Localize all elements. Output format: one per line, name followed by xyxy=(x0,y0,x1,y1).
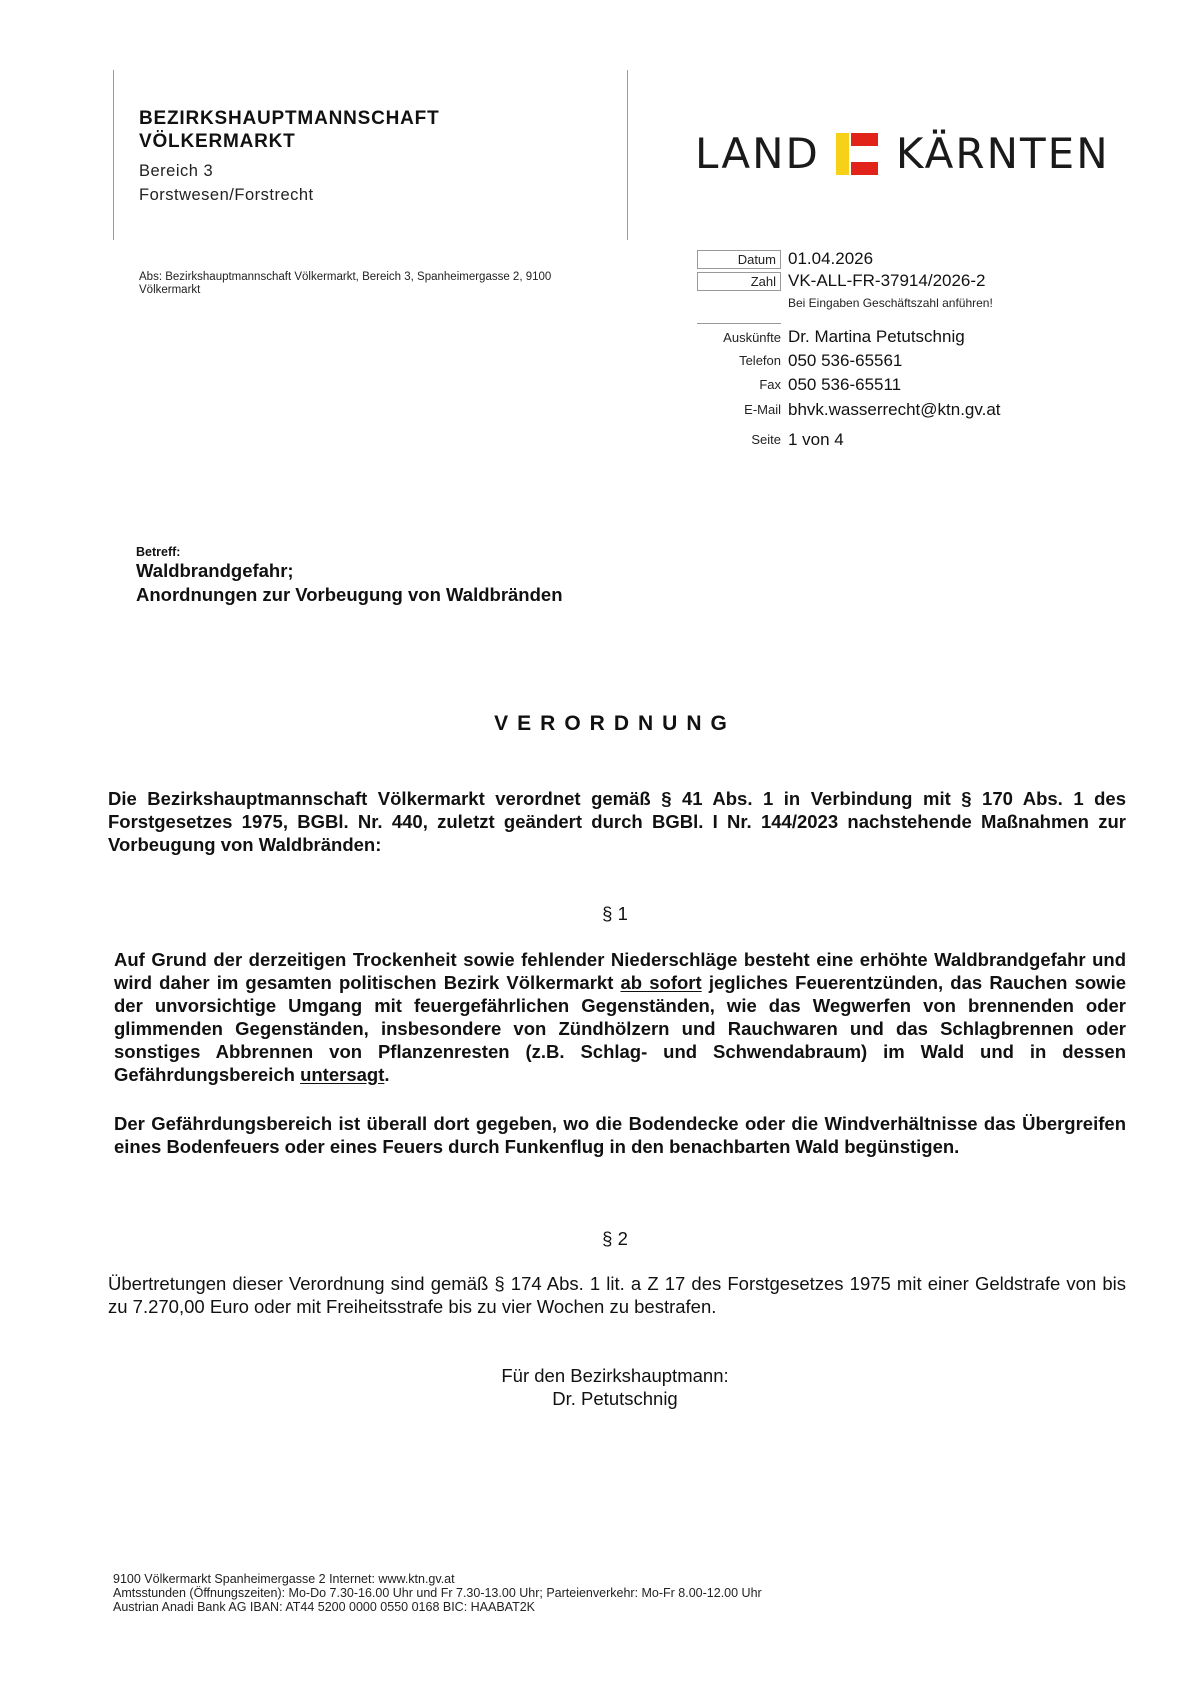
zahl-label: Zahl xyxy=(697,272,781,291)
section-2-paragraph: Übertretungen dieser Verordnung sind gemäß § 174 Abs. 1 lit. a Z 17 des Forstgesetzes 1975 mit einer Geldstrafe von bis zu 7.270,00 Euro oder mit Freiheitsstrafe bis zu vier Wochen zu bestrafen. xyxy=(108,1273,1126,1317)
preamble: Die Bezirkshauptmannschaft Völkermarkt verordnet gemäß § 41 Abs. 1 in Verbindung mit § 170 Abs. 1 des Forstgesetzes 1975, BGBl. Nr. 440, zuletzt geändert durch BGBl. I Nr. 144/2023 nachstehende Maßnahmen zur Vorbeugung von Waldbränden: xyxy=(108,788,1126,855)
logo-text-right: KÄRNTEN xyxy=(895,129,1110,178)
fax-label: Fax xyxy=(759,377,781,392)
s1-underlined-ab-sofort: ab sofort xyxy=(620,972,702,993)
sender-line: Abs: Bezirkshauptmannschaft Völkermarkt, Bereich 3, Spanheimergasse 2, 9100 Völkermarkt xyxy=(139,271,552,296)
subject xyxy=(136,559,563,607)
email-label: E-Mail xyxy=(744,402,781,417)
letterhead-left-rule xyxy=(113,70,114,240)
s1-underlined-untersagt: untersagt xyxy=(300,1064,385,1085)
letterhead-right-rule xyxy=(627,70,628,240)
authority-line-1: BEZIRKSHAUPTMANNSCHAFT xyxy=(139,108,440,129)
unit: Forstwesen/Forstrecht xyxy=(139,186,314,204)
flag-red-bottom xyxy=(851,162,878,175)
footer xyxy=(113,1572,762,1614)
section-1-mark: § 1 xyxy=(602,903,628,924)
s1-text-c: . xyxy=(384,1064,390,1085)
zahl-value: VK-ALL-FR-37914/2026-2 xyxy=(788,271,986,290)
authority-name xyxy=(139,107,439,153)
s1-text-a: Auf Grund der derzeitigen Trockenheit sowie fehlender Niederschläge besteht eine erhöhte Waldbrandgefahr und wird daher im gesamten politischen Bezirk Völkermarkt xyxy=(114,949,1126,993)
authority-department xyxy=(139,159,314,207)
s1-text-b: jegliches Feuerentzünden, das Rauchen sowie der unvorsichtige Umgang mit feuergefährlichen Gegenständen, wie das Wegwerfen von brennenden oder glimmenden Gegenständen, insbesondere von Zündhölzern und Rauchwaren und das Schlagbrennen oder sonstiges Abbrennen von Pflanzenresten (z.B. Schlag- und Schwendabraum) im Wald und in dessen Gefährdungsbereich xyxy=(114,972,1127,1085)
subject-line-2: Anordnungen zur Vorbeugung von Waldbränden xyxy=(136,584,563,605)
seite-label: Seite xyxy=(751,432,781,447)
datum-value: 01.04.2026 xyxy=(788,249,874,268)
email-value: bhvk.wasserrecht@ktn.gv.at xyxy=(788,400,1001,419)
footer-line-2: Amtsstunden (Öffnungszeiten): Mo-Do 7.30-16.00 Uhr und Fr 7.30-13.00 Uhr; Parteienverkehr: Mo-Fr 8.00-12.00 Uhr xyxy=(113,1586,762,1600)
fax-value: 050 536-65511 xyxy=(788,375,902,394)
footer-line-3: Austrian Anadi Bank AG IBAN: AT44 5200 0000 0550 0168 BIC: HAABAT2K xyxy=(113,1600,536,1614)
auskuenfte-value: Dr. Martina Petutschnig xyxy=(788,327,965,346)
land-kaernten-logo xyxy=(695,129,1110,178)
section-1-paragraph-2: Der Gefährdungsbereich ist überall dort gegeben, wo die Bodendecke oder die Windverhältnisse das Übergreifen eines Bodenfeuers oder eines Feuers durch Funkenflug in den benachbarten Wald begünstigen. xyxy=(114,1113,1126,1157)
subject-line-1: Waldbrandgefahr; xyxy=(136,560,294,581)
datum-label: Datum xyxy=(697,250,781,269)
logo-text-left: LAND xyxy=(695,129,820,178)
signature-line-2: Dr. Petutschnig xyxy=(552,1388,678,1409)
subject-label: Betreff: xyxy=(136,545,181,559)
zahl-note: Bei Eingaben Geschäftszahl anführen! xyxy=(788,296,993,310)
signature xyxy=(0,1364,1190,1410)
flag-yellow-bar xyxy=(836,133,849,175)
carinthia-flag-icon xyxy=(836,133,878,175)
flag-red-top xyxy=(851,133,878,146)
seite-value: 1 von 4 xyxy=(788,430,844,449)
telefon-label: Telefon xyxy=(739,353,781,368)
department: Bereich 3 xyxy=(139,162,214,180)
section-2-mark: § 2 xyxy=(602,1228,628,1249)
document-title: VERORDNUNG xyxy=(494,712,736,735)
section-1-paragraph-1 xyxy=(114,948,1126,1086)
footer-line-1: 9100 Völkermarkt Spanheimergasse 2 Internet: www.ktn.gv.at xyxy=(113,1572,455,1586)
auskuenfte-label: Auskünfte xyxy=(723,330,781,345)
signature-line-1: Für den Bezirkshauptmann: xyxy=(501,1365,729,1386)
authority-line-2: VÖLKERMARKT xyxy=(139,131,296,152)
telefon-value: 050 536-65561 xyxy=(788,351,903,370)
meta-separator xyxy=(697,323,781,324)
